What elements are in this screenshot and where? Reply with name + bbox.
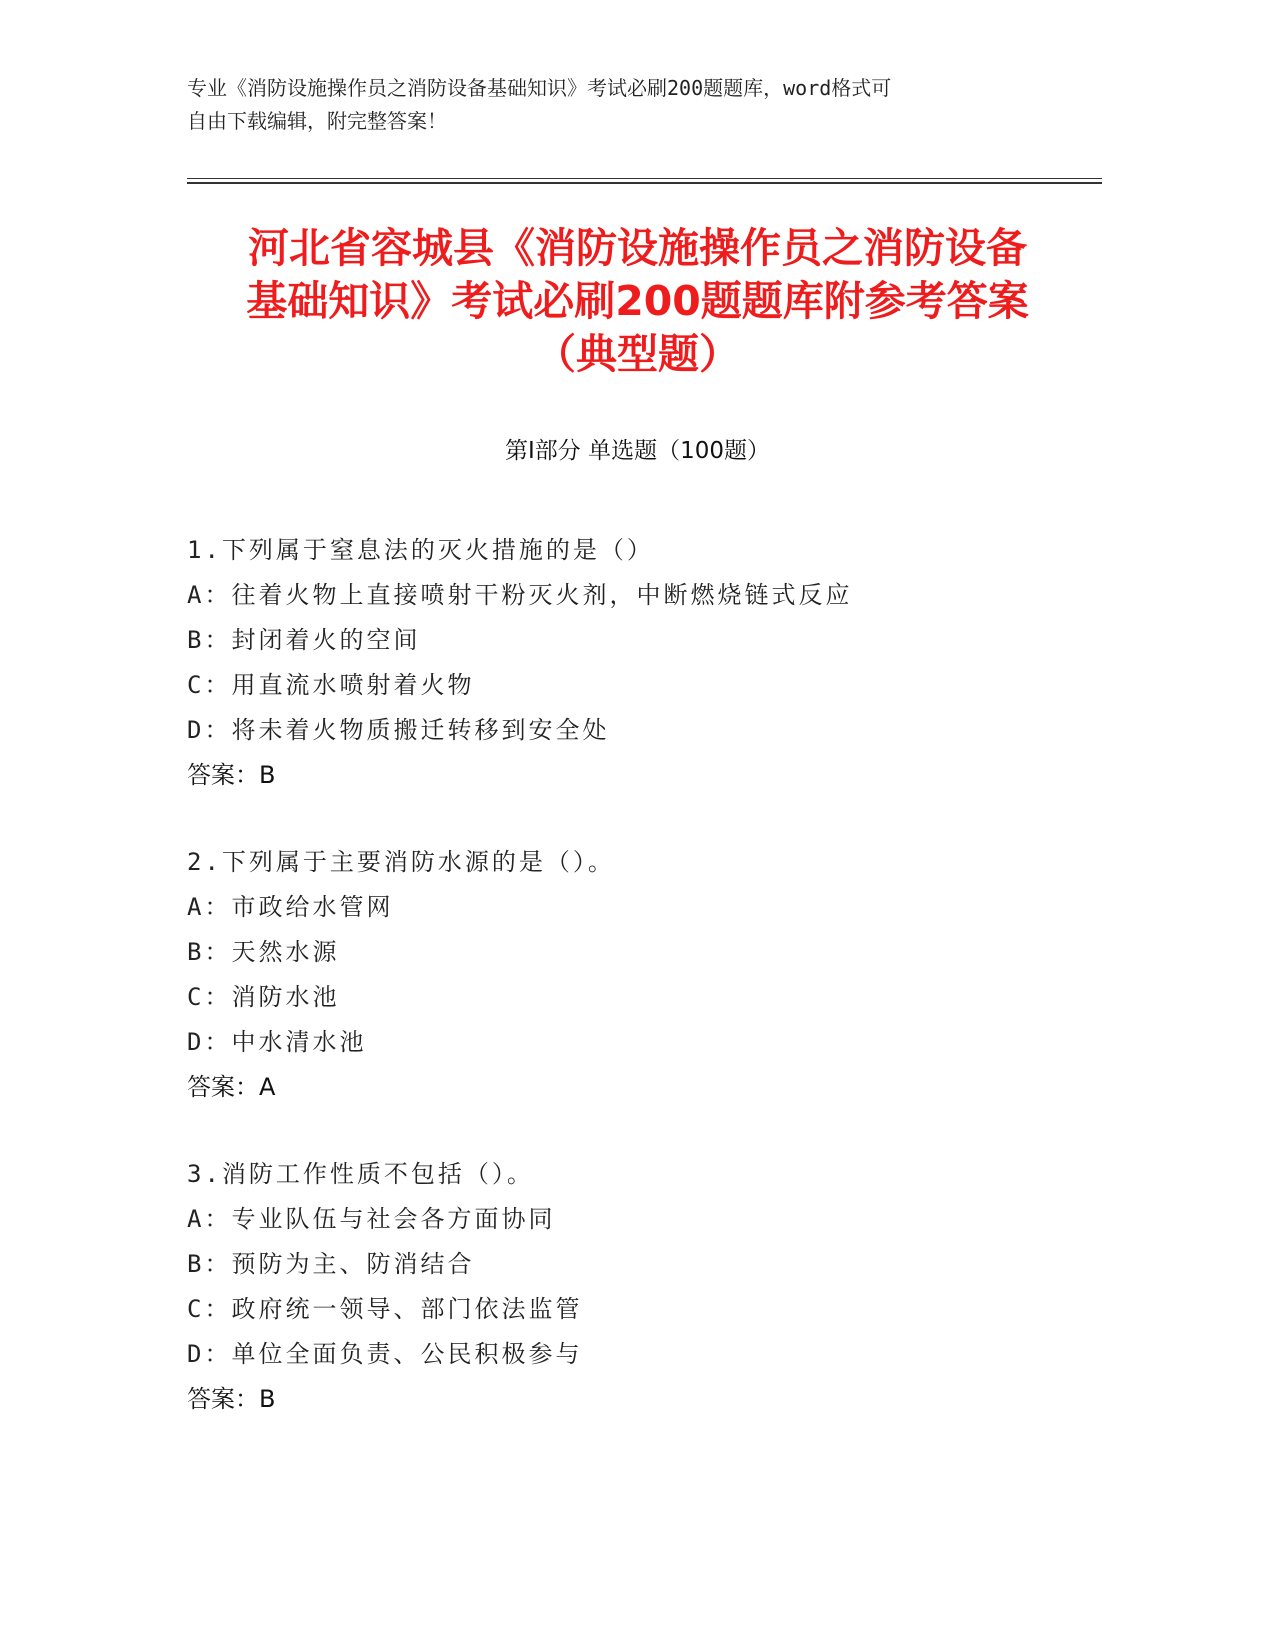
question-item-2: [187, 840, 1087, 1110]
header-divider-thin: [187, 178, 1102, 179]
answer-line: 答案：A: [187, 1073, 276, 1101]
option-c: C：用直流水喷射着火物: [187, 671, 475, 699]
document-title-line-3: （典型题）: [535, 330, 740, 378]
header-note-line-2: 自由下载编辑，附完整答案！: [187, 109, 447, 133]
answer-line: 答案：B: [187, 1385, 276, 1413]
option-c: C：政府统一领导、部门依法监管: [187, 1295, 583, 1323]
option-d: D：单位全面负责、公民积极参与: [187, 1340, 583, 1368]
option-a: A：往着火物上直接喷射干粉灭火剂，中断燃烧链式反应: [187, 581, 853, 609]
document-title-line-1: 河北省容城县《消防设施操作员之消防设备: [248, 224, 1027, 272]
question-item-1: [187, 528, 1087, 798]
option-c: C：消防水池: [187, 983, 340, 1011]
document-title: [120, 222, 1155, 381]
option-b: B：预防为主、防消结合: [187, 1250, 475, 1278]
option-d: D：中水清水池: [187, 1028, 367, 1056]
option-a: A：专业队伍与社会各方面协同: [187, 1205, 556, 1233]
answer-line: 答案：B: [187, 761, 276, 789]
document-title-line-2: 基础知识》考试必刷200题题库附参考答案: [246, 277, 1029, 325]
option-a: A：市政给水管网: [187, 893, 394, 921]
header-divider-thick: [187, 182, 1102, 184]
question-stem: 3.消防工作性质不包括（）。: [187, 1160, 534, 1188]
question-stem: 2.下列属于主要消防水源的是（）。: [187, 848, 615, 876]
question-list: [187, 528, 1087, 1464]
header-note-line-1: 专业《消防设施操作员之消防设备基础知识》考试必刷200题题库，word格式可: [187, 76, 892, 100]
option-d: D：将未着火物质搬迁转移到安全处: [187, 716, 610, 744]
question-stem: 1.下列属于窒息法的灭火措施的是（）: [187, 536, 654, 564]
header-note: [187, 72, 1087, 138]
section-heading: 第Ⅰ部分 单选题（100题）: [505, 438, 770, 464]
question-item-3: [187, 1152, 1087, 1422]
option-b: B：天然水源: [187, 938, 340, 966]
option-b: B：封闭着火的空间: [187, 626, 421, 654]
